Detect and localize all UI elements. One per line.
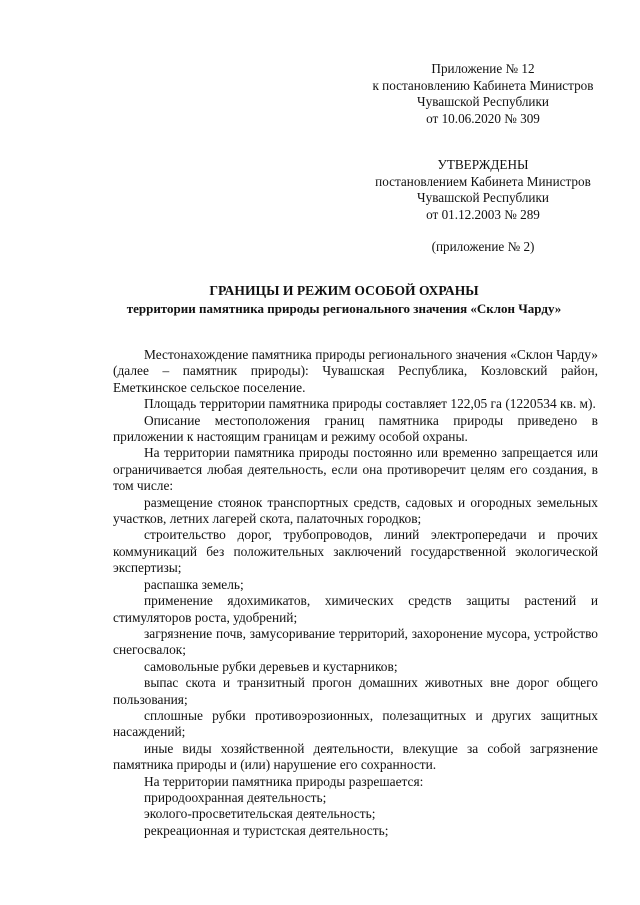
annex-block — [352, 61, 614, 127]
annex-line: к постановлению Кабинета Министров — [372, 77, 594, 93]
body-paragraph: На территории памятника природы постоянно или временно запрещается или ограничивается любая деятельность, если она противоречит целям его создания, в том числе: — [113, 445, 598, 494]
body-paragraph: сплошные рубки противоэрозионных, полезащитных и других защитных насаждений; — [113, 707, 598, 740]
body-paragraph: Местонахождение памятника природы регионального значения «Склон Чарду» (далее – памятник природы): Чувашская Республика, Козловский район, Еметкинское сельское поселение. — [113, 347, 598, 395]
document-body — [113, 347, 598, 839]
body-paragraph: размещение стоянок транспортных средств, садовых и огородных земельных участков, летних лагерей скота, палаточных городков; — [113, 494, 598, 527]
body-paragraph: загрязнение почв, замусоривание территорий, захоронение мусора, устройство снегосвалок; — [113, 625, 598, 658]
approved-line: УТВЕРЖДЕНЫ — [437, 157, 529, 172]
approved-block — [352, 157, 614, 223]
body-paragraph: На территории памятника природы разрешается: — [144, 773, 424, 789]
body-paragraph: иные виды хозяйственной деятельности, влекущие за собой загрязнение памятника природы и (или) нарушение его сохранности. — [113, 740, 598, 773]
annex-line: от 10.06.2020 № 309 — [426, 110, 540, 126]
document-title: ГРАНИЦЫ И РЕЖИМ ОСОБОЙ ОХРАНЫ — [209, 283, 479, 298]
document-subtitle: территории памятника природы регионального значения «Склон Чарду» — [126, 301, 562, 316]
body-paragraph: эколого-просветительская деятельность; — [144, 806, 376, 822]
approved-line: Чувашской Республики — [417, 190, 549, 205]
body-paragraph: применение ядохимикатов, химических средств защиты растений и стимуляторов роста, удобрений; — [113, 593, 598, 625]
body-paragraph: природоохранная деятельность; — [144, 789, 327, 805]
body-paragraph: распашка земель; — [144, 576, 244, 592]
annex-line: Приложение № 12 — [431, 61, 535, 76]
body-paragraph: Описание местоположения границ памятника природы приведено в приложении к настоящим границам и режиму особой охраны. — [113, 412, 598, 445]
body-paragraph: Площадь территории памятника природы составляет 122,05 га (1220534 кв. м). — [144, 396, 596, 412]
appendix-note-text: (приложение № 2) — [431, 239, 535, 254]
appendix-note — [352, 239, 614, 256]
approved-line: постановлением Кабинета Министров — [375, 173, 591, 189]
body-paragraph: рекреационная и туристская деятельность; — [144, 822, 389, 838]
body-paragraph: выпас скота и транзитный прогон домашних животных вне дорог общего пользования; — [113, 675, 598, 707]
annex-line: Чувашской Республики — [417, 94, 549, 109]
body-paragraph: самовольные рубки деревьев и кустарников; — [144, 658, 398, 674]
approved-line: от 01.12.2003 № 289 — [426, 206, 540, 222]
body-paragraph: строительство дорог, трубопроводов, линий электропередачи и прочих коммуникаций без положительных заключений государственной экологической экспертизы; — [113, 527, 598, 576]
